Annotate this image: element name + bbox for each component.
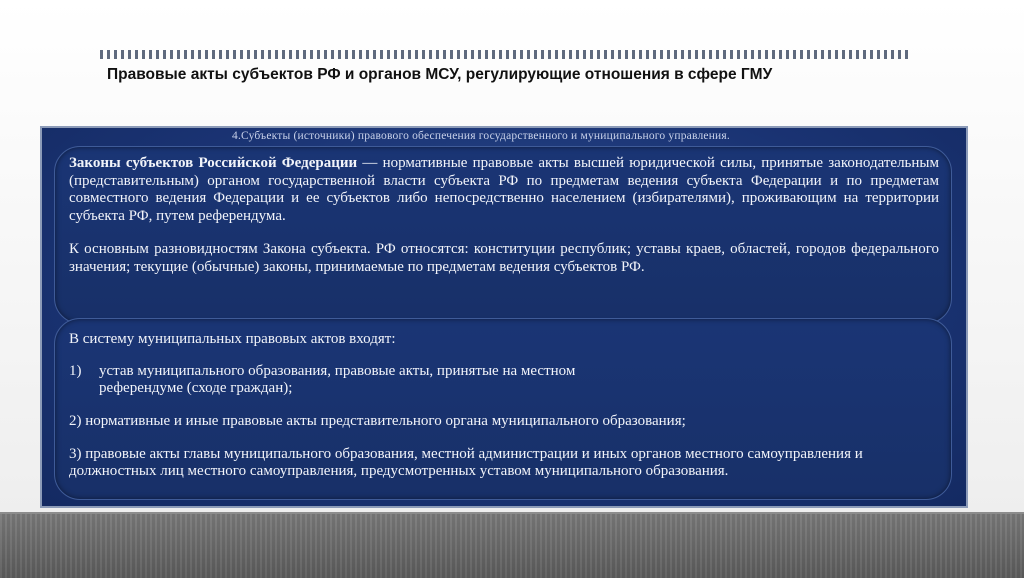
list-item-text: устав муниципального образования, правовые акты, принятые на местном [99,362,576,379]
list-item: 2) нормативные и иные правовые акты представительного органа муниципального образования; [69,412,686,429]
regional-laws-types: К основным разновидностям Закона субъекта. РФ относятся: конституции республик; уставы краев, областей, городов федерального значения; текущие (обычные) законы, принимаемые по предметам ведения субъектов РФ. [69,241,939,275]
municipal-acts-block [54,318,952,500]
title-decoration-bar [100,50,910,59]
slide-title: Правовые акты субъектов РФ и органов МСУ, регулирующие отношения в сфере ГМУ [107,66,773,83]
floor-decoration [0,512,1024,578]
list-item: 3) правовые акты главы муниципального образования, местной администрации и иных органов местного самоуправления и должностных лиц местного самоуправления, предусмотренных уставом муниципального образования. [69,445,863,479]
regional-laws-term: Законы субъектов Российской Федерации [69,155,358,171]
municipal-acts-lead: В систему муниципальных правовых актов входят: [69,331,396,347]
list-item-number: 1) [69,362,82,379]
regional-laws-definition-text: — нормативные правовые акты высшей юридической силы, принятые законодательным (представительным) органом государственной власти субъекта РФ по предметам ведения субъекта Федерации и по предметам совместного ведения Федерации и ее субъектов либо непосредственно населением (избирателями), проживающим на территории субъекта РФ, путем референдума. [69,155,939,224]
list-item [69,363,939,397]
regional-laws-definition [69,155,939,225]
list-item-continuation: референдуме (сходе граждан); [99,379,293,396]
panel-header: 4.Субъекты (источники) правового обеспечения государственного и муниципального управления. [232,130,730,142]
content-image-panel [40,126,968,508]
regional-laws-block [54,146,952,324]
